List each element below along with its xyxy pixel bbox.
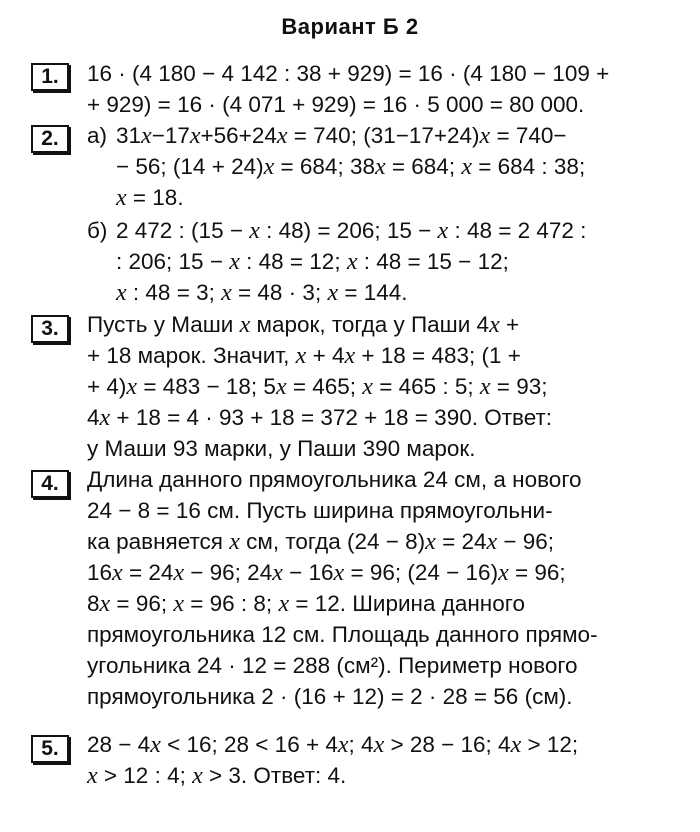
task-2b-line: 2 472 : (15 − x : 48) = 206; 15 − x : 48 = 2 472 : xyxy=(116,218,587,244)
task-5-number: 5. xyxy=(31,735,69,763)
task-4-line: прямоугольника 12 см. Площадь данного прямо- xyxy=(87,622,598,647)
task-3-line: у Маши 93 марки, у Паши 390 марок. xyxy=(87,436,476,461)
task-5-line: 28 − 4x < 16; 28 < 16 + 4x; 4x > 28 − 16; 4x > 12; xyxy=(87,732,579,758)
task-2a-line: − 56; (14 + 24)x = 684; 38x = 684; x = 684 : 38; xyxy=(116,154,586,180)
task-4-line: Длина данного прямоугольника 24 см, а нового xyxy=(87,467,582,492)
task-4-line: 8x = 96; x = 96 : 8; x = 12. Ширина данного xyxy=(87,591,525,617)
task-2b-line: x : 48 = 3; x = 48 · 3; x = 144. xyxy=(116,280,408,306)
task-3-line: + 4)x = 483 − 18; 5x = 465; x = 465 : 5; x = 93; xyxy=(87,374,548,400)
task-4-number: 4. xyxy=(31,470,69,498)
task-2a-label: а) xyxy=(87,123,108,148)
task-5-line: x > 12 : 4; x > 3. Ответ: 4. xyxy=(87,763,347,789)
task-2b-label: б) xyxy=(87,218,108,243)
task-4-line: ка равняется x см, тогда (24 − 8)x = 24x − 96; xyxy=(87,529,555,555)
task-2a-line: 31x−17x+56+24x = 740; (31−17+24)x = 740− xyxy=(116,123,567,149)
task-1-line: 16 · (4 180 − 4 142 : 38 + 929) = 16 · (4 180 − 109 + xyxy=(87,61,610,86)
task-3-line: 4x + 18 = 4 · 93 + 18 = 372 + 18 = 390. Ответ: xyxy=(87,405,553,431)
task-4-line: 16x = 24x − 96; 24x − 16x = 96; (24 − 16)x = 96; xyxy=(87,560,566,586)
task-4-line: прямоугольника 2 · (16 + 12) = 2 · 28 = 56 (см). xyxy=(87,684,573,709)
task-4-line: угольника 24 · 12 = 288 (см²). Периметр нового xyxy=(87,653,578,678)
task-3-line: + 18 марок. Значит, x + 4x + 18 = 483; (1 + xyxy=(87,343,521,369)
task-3-number: 3. xyxy=(31,315,69,343)
task-1-line: + 929) = 16 · (4 071 + 929) = 16 · 5 000 = 80 000. xyxy=(87,92,585,117)
page-title: Вариант Б 2 xyxy=(281,14,419,39)
task-3-line: Пусть у Маши x марок, тогда у Паши 4x + xyxy=(87,312,520,338)
task-4-line: 24 − 8 = 16 см. Пусть ширина прямоугольни- xyxy=(87,498,553,523)
task-2b-line: : 206; 15 − x : 48 = 12; x : 48 = 15 − 12; xyxy=(116,249,509,275)
task-1-number: 1. xyxy=(31,63,69,91)
task-2-number: 2. xyxy=(31,125,69,153)
task-2a-line: x = 18. xyxy=(116,185,184,211)
